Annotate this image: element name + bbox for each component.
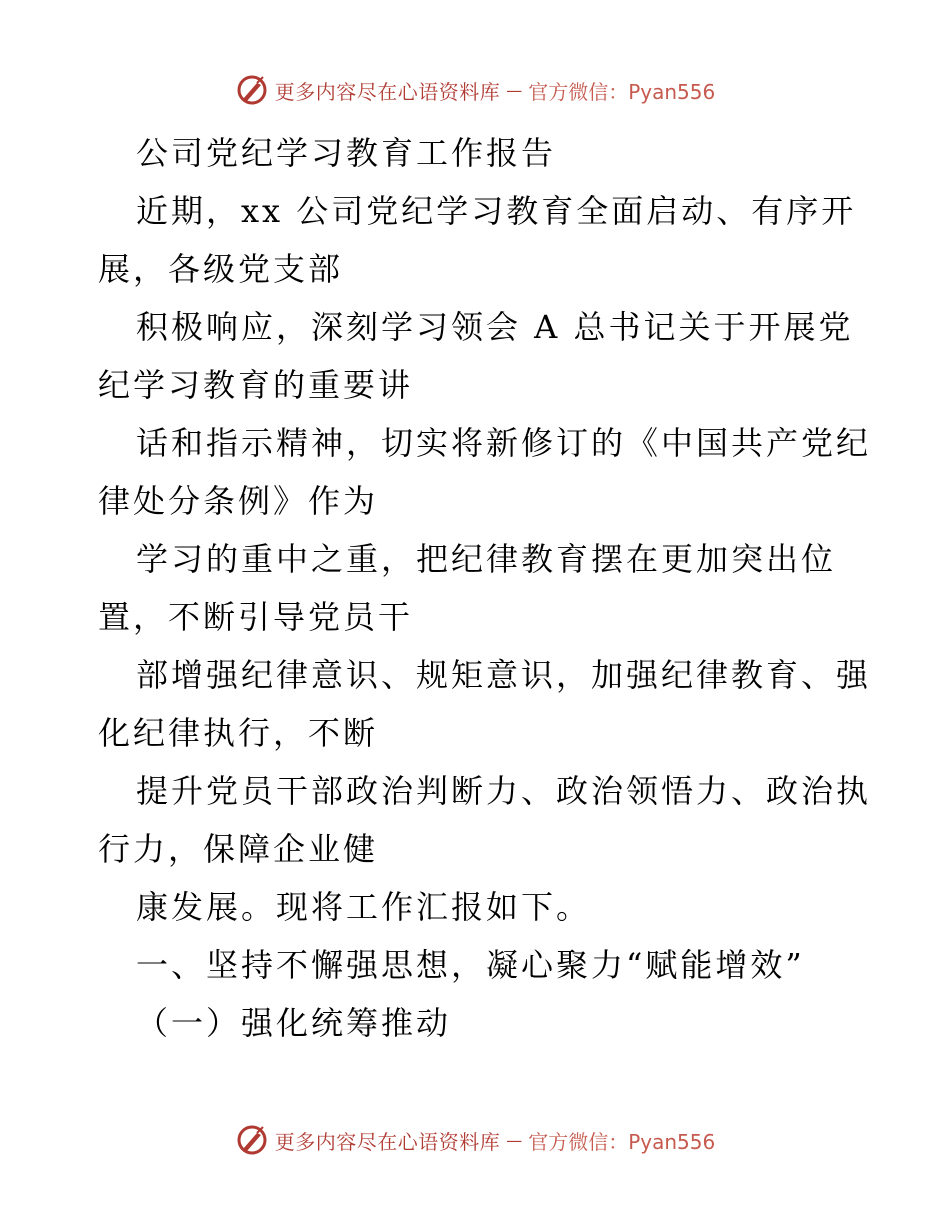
document-line: 康发展。现将工作汇报如下。 (136, 888, 592, 926)
watermark-separator: — (506, 80, 523, 100)
footer-watermark (0, 1120, 950, 1160)
watermark-separator: — (506, 1130, 523, 1150)
document-line: （一）强化统筹推动 (136, 1004, 452, 1042)
quill-logo-icon (235, 73, 269, 107)
document-line: 纪学习教育的重要讲 (98, 366, 414, 404)
document-line: 学习的重中之重，把纪律教育摆在更加突出位 (136, 540, 837, 578)
watermark-brand: 更多内容尽在心语资料库 (274, 1129, 501, 1154)
document-line: 律处分条例》作为 (98, 482, 379, 520)
document-line: 近期，xx 公司党纪学习教育全面启动、有序开 (136, 192, 857, 230)
watermark-contact: 官方微信：Pyan556 (528, 1129, 716, 1154)
document-line: 积极响应，深刻学习领会 A 总书记关于开展党 (136, 308, 854, 346)
watermark-brand: 更多内容尽在心语资料库 (274, 79, 501, 104)
document-line: 化纪律执行，不断 (98, 714, 379, 752)
document-line: 话和指示精神，切实将新修订的《中国共产党纪 (136, 424, 872, 462)
document-line: 一、坚持不懈强思想，凝心聚力“赋能增效” (136, 946, 805, 984)
document-line: 公司党纪学习教育工作报告 (136, 134, 557, 172)
document-line: 行力，保障企业健 (98, 830, 379, 868)
document-line: 置，不断引导党员干 (98, 598, 414, 636)
quill-logo-icon (235, 1123, 269, 1157)
document-line: 部增强纪律意识、规矩意识，加强纪律教育、强 (136, 656, 872, 694)
watermark-contact: 官方微信：Pyan556 (528, 79, 716, 104)
document-body (98, 124, 872, 1052)
document-line: 展，各级党支部 (98, 250, 344, 288)
document-line: 提升党员干部政治判断力、政治领悟力、政治执 (136, 772, 872, 810)
header-watermark (0, 70, 950, 110)
